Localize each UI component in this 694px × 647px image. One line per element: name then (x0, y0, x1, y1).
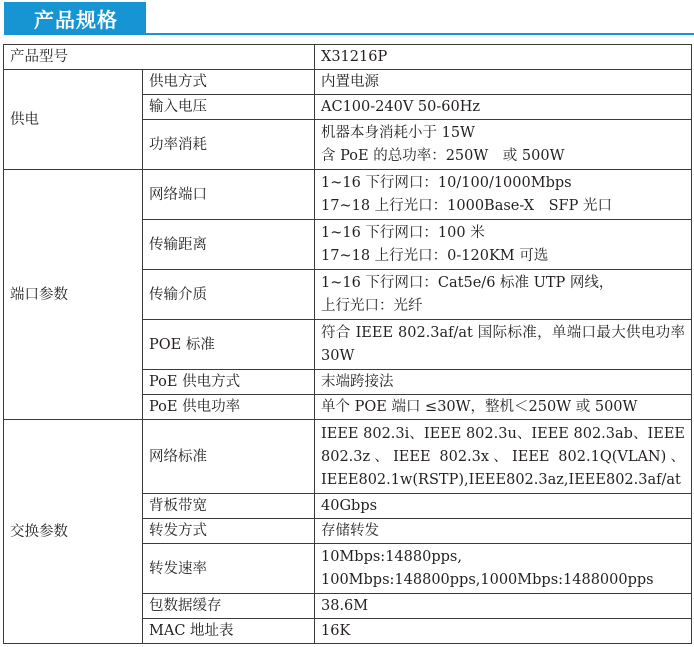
header-rule (146, 33, 694, 35)
value-line: 机器本身消耗小于 15W (321, 125, 475, 141)
table-row (4, 420, 692, 494)
value-line: 10Mbps:14880pps, (321, 549, 462, 565)
value-line: 17~18 上行光口：1000Base-X SFP 光口 (321, 198, 612, 214)
param-label: 供电方式 (143, 70, 315, 95)
param-label: 输入电压 (143, 95, 315, 120)
value-line: 含 PoE 的总功率：250W 或 500W (321, 148, 565, 164)
param-label: MAC 地址表 (143, 619, 315, 644)
param-label: 网络标准 (143, 420, 315, 494)
param-value: 16K (315, 619, 692, 644)
param-value: AC100-240V 50-60Hz (315, 95, 692, 120)
value-line: 1~16 下行网口：100 米 (321, 225, 485, 241)
spec-table (3, 44, 692, 644)
param-value (315, 120, 692, 170)
model-value: X31216P (315, 45, 692, 70)
value-line: 1~16 下行网口：10/100/1000Mbps (321, 175, 572, 191)
param-label: 传输距离 (143, 220, 315, 270)
param-label: 背板带宽 (143, 494, 315, 519)
param-value (315, 220, 692, 270)
param-label: 功率消耗 (143, 120, 315, 170)
param-label: 转发速率 (143, 544, 315, 594)
section-title: 产品规格 (34, 8, 118, 32)
table-row (4, 45, 692, 70)
section-header (0, 0, 694, 38)
model-label: 产品型号 (4, 45, 315, 70)
param-value: 存储转发 (315, 519, 692, 544)
value-line: 1~16 下行网口：Cat5e/6 标准 UTP 网线， (321, 275, 614, 291)
param-label: 包数据缓存 (143, 594, 315, 619)
param-value (315, 544, 692, 594)
param-value: 38.6M (315, 594, 692, 619)
param-value: 内置电源 (315, 70, 692, 95)
param-value: 符合 IEEE 802.3af/at 国际标准，单端口最大供电功率 30W (315, 320, 692, 370)
param-label: 网络端口 (143, 170, 315, 220)
table-row (4, 70, 692, 95)
table-row (4, 170, 692, 220)
param-label: POE 标准 (143, 320, 315, 370)
param-label: 传输介质 (143, 270, 315, 320)
param-value (315, 170, 692, 220)
group-label-switching: 交换参数 (4, 420, 143, 644)
value-line: 100Mbps:148800pps,1000Mbps:1488000pps (321, 572, 654, 588)
param-value: 末端跨接法 (315, 370, 692, 395)
value-line: 17~18 上行光口：0-120KM 可选 (321, 248, 549, 264)
section-header-tab (4, 2, 146, 35)
param-value: 40Gbps (315, 494, 692, 519)
group-label-power: 供电 (4, 70, 143, 170)
param-value (315, 270, 692, 320)
param-label: PoE 供电方式 (143, 370, 315, 395)
value-line: 上行光口：光纤 (321, 298, 423, 314)
group-label-ports: 端口参数 (4, 170, 143, 420)
param-label: 转发方式 (143, 519, 315, 544)
param-value: 单个 POE 端口 ≤30W，整机＜250W 或 500W (315, 395, 692, 420)
param-value: IEEE 802.3i、IEEE 802.3u、IEEE 802.3ab、IEEE 802.3z、IEEE 802.3x、IEEE 802.1Q(VLAN)、IEEE802.1w(RSTP),IEEE802.3az,IEEE802.3af/at (315, 420, 692, 494)
param-label: PoE 供电功率 (143, 395, 315, 420)
